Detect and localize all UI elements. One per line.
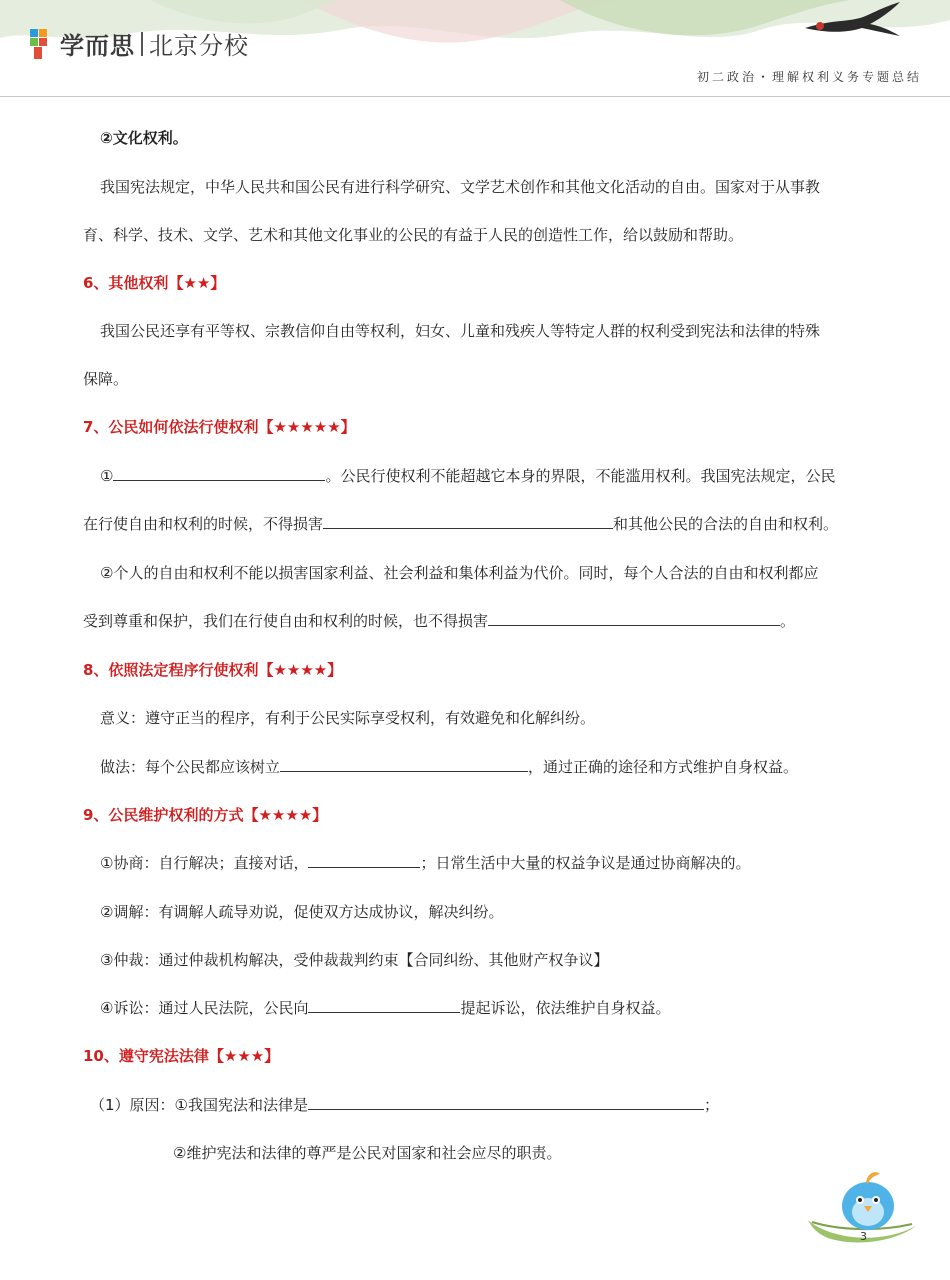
section-10-title: 10、遵守宪法法律【★★★】 (83, 1047, 280, 1065)
paragraph-line: ③仲裁：通过仲裁机构解决，受仲裁裁判约束【合同纠纷、其他财产权争议】 (100, 951, 609, 969)
section-6-title: 6、其他权利【★★】 (83, 274, 226, 292)
line-prefix: ④诉讼：通过人民法院，公民向 (100, 999, 309, 1017)
logo-branch: 北京分校 (149, 32, 249, 60)
paragraph-line: 意义：遵守正当的程序，有利于公民实际享受权利，有效避免和化解纠纷。 (100, 709, 596, 727)
logo-text: 学而思 (60, 32, 135, 60)
line-suffix: ； (704, 1096, 720, 1114)
answer-blank[interactable] (323, 514, 613, 529)
logo-mark-icon (28, 27, 54, 61)
answer-blank[interactable] (113, 466, 325, 481)
paragraph-line: 保障。 (83, 370, 129, 388)
fill-in-line (90, 1095, 719, 1115)
line-prefix: ①协商：自行解决；直接对话， (100, 854, 309, 872)
fill-in-line (100, 466, 835, 486)
line-prefix: 做法：每个公民都应该树立 (100, 758, 281, 776)
paragraph-line: 我国公民还享有平等权、宗教信仰自由等权利，妇女、儿童和残疾人等特定人群的权利受到宪法和法律的特殊 (100, 322, 821, 340)
fill-in-line (100, 853, 750, 873)
cultural-rights-heading: ②文化权利。 (100, 129, 188, 147)
page-number: 3 (860, 1230, 867, 1243)
paragraph-line: 育、科学、技术、文学、艺术和其他文化事业的公民的有益于人民的创造性工作，给以鼓励和帮助。 (83, 226, 744, 244)
paragraph-line: 我国宪法规定，中华人民共和国公民有进行科学研究、文学艺术创作和其他文化活动的自由。国家对于从事教 (100, 178, 821, 196)
line-suffix: 和其他公民的合法的自由和权利。 (613, 515, 839, 533)
answer-blank[interactable] (280, 757, 528, 772)
line-prefix: 受到尊重和保护，我们在行使自由和权利的时候，也不得损害 (83, 612, 489, 630)
line-suffix: 。 (780, 612, 796, 630)
answer-blank[interactable] (308, 853, 420, 868)
line-prefix: 在行使自由和权利的时候，不得损害 (83, 515, 324, 533)
line-prefix: ① (100, 467, 114, 485)
paragraph-line: ②个人的自由和权利不能以损害国家利益、社会利益和集体利益为代价。同时，每个人合法的自由和权利都应 (100, 564, 819, 582)
fill-in-line (83, 611, 795, 631)
line-suffix: 提起诉讼，依法维护自身权益。 (460, 999, 671, 1017)
fill-in-line (100, 757, 798, 777)
document-subtitle: 初二政治・理解权利义务专题总结 (696, 70, 922, 84)
fill-in-line (83, 514, 838, 534)
header-divider (0, 96, 950, 97)
answer-blank[interactable] (308, 998, 460, 1013)
line-suffix: ，通过正确的途径和方式维护自身权益。 (528, 758, 799, 776)
answer-blank[interactable] (488, 611, 780, 626)
line-suffix: ；日常生活中大量的权益争议是通过协商解决的。 (420, 854, 751, 872)
logo-divider (141, 32, 143, 56)
answer-blank[interactable] (308, 1095, 704, 1110)
swallow-bird-icon (800, 0, 910, 40)
brand-logo (28, 26, 249, 61)
paragraph-line: ②调解：有调解人疏导劝说，促使双方达成协议，解决纠纷。 (100, 903, 504, 921)
fill-in-line (100, 998, 670, 1018)
paragraph-line: ②维护宪法和法律的尊严是公民对国家和社会应尽的职责。 (173, 1144, 562, 1162)
line-suffix: 。公民行使权利不能超越它本身的界限，不能滥用权利。我国宪法规定，公民 (325, 467, 836, 485)
section-7-title: 7、公民如何依法行使权利【★★★★★】 (83, 418, 356, 436)
section-9-title: 9、公民维护权利的方式【★★★★】 (83, 806, 328, 824)
line-prefix: （1）原因：①我国宪法和法律是 (90, 1096, 308, 1114)
section-8-title: 8、依照法定程序行使权利【★★★★】 (83, 661, 343, 679)
